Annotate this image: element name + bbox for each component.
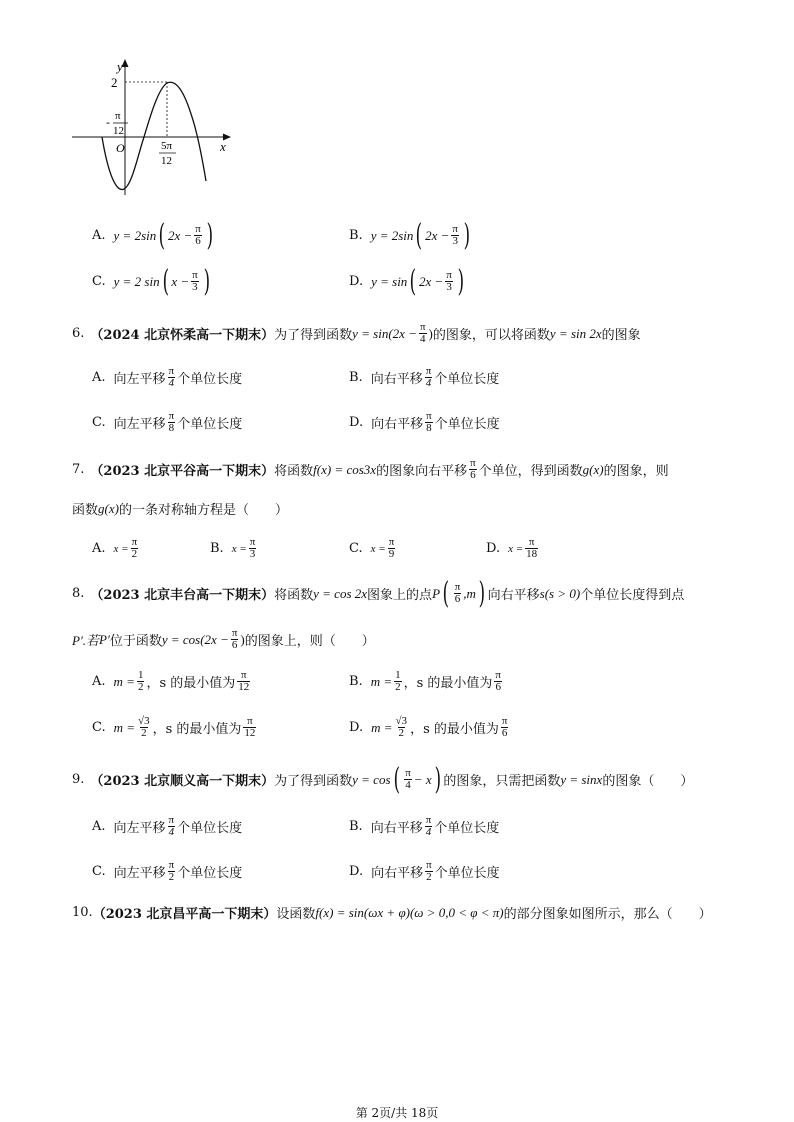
q7-option-a[interactable] <box>92 537 140 560</box>
q6-text3: 的图象 <box>601 328 641 343</box>
q5-option-d-label: D. <box>349 274 364 289</box>
frac-den: 2 <box>395 681 401 693</box>
q9-frac <box>404 768 412 791</box>
q5-option-b-label: B. <box>349 228 363 243</box>
frac-den: 6 <box>231 639 238 651</box>
frac-num: π <box>168 814 175 826</box>
q9-text1: 为了得到函数 <box>274 774 353 789</box>
q8-option-d-label: D. <box>349 720 364 735</box>
q6-option-d-pre: 向右平移 <box>371 417 424 432</box>
q8-line2-d: 的图象上，则（ ） <box>244 634 375 649</box>
q8-option-a-m-pre: m = <box>113 673 135 689</box>
q7-source: （2023 北京平谷高一下期末） <box>90 464 275 479</box>
page-footer: 第 2页/共 18页 <box>355 1106 439 1120</box>
q7-number: 7. <box>72 462 85 477</box>
q6-func2: y = sin 2x <box>549 325 602 341</box>
q7-option-c[interactable] <box>349 537 397 560</box>
q8-option-c[interactable] <box>92 716 258 739</box>
q7-text2: 的图象向右平移 <box>376 464 468 479</box>
frac-den: 6 <box>195 235 201 247</box>
q8-option-a-m-frac <box>137 670 145 693</box>
q5-option-a-label: A. <box>92 228 106 243</box>
q5-option-d-pre: y = sin <box>371 273 408 289</box>
q9-option-c-frac <box>168 860 176 883</box>
q8-stem <box>72 576 685 611</box>
q9-text3: 的图象（ ） <box>602 774 694 789</box>
left-tick-num: π <box>115 110 121 122</box>
sine-graph <box>68 55 238 200</box>
right-tick-num: 5π <box>161 140 173 152</box>
q5-option-b[interactable] <box>349 218 473 253</box>
q7-option-a-label: A. <box>92 541 106 556</box>
q8-text4: 个单位长度得到点 <box>580 588 685 603</box>
paren-open: ( <box>158 218 166 253</box>
frac-den: 6 <box>470 469 476 481</box>
q9-option-c-pre: 向左平移 <box>113 866 166 881</box>
q8-option-c-label: C. <box>92 720 106 735</box>
q8-option-a[interactable] <box>92 670 252 693</box>
frac-den: 2 <box>137 681 144 693</box>
paren-open: ( <box>393 762 400 797</box>
frac-den: 9 <box>388 548 395 560</box>
q6-source: （2024 北京怀柔高一下期末） <box>90 328 275 343</box>
q8-source: （2023 北京丰台高一下期末） <box>90 588 275 603</box>
frac-num: π <box>240 669 247 681</box>
q6-option-a-pre: 向左平移 <box>113 372 166 387</box>
q8-number: 8. <box>72 586 85 601</box>
q8-stem-line2 <box>72 628 375 651</box>
x-axis-label: x <box>220 139 226 154</box>
q5-option-c[interactable] <box>92 264 212 299</box>
q10-number: 10. <box>72 905 93 920</box>
q8-line2-func: y = cos(2x − <box>161 631 229 647</box>
origin-label: O <box>116 141 125 155</box>
q9-func2: y = sinx <box>560 771 603 787</box>
q7-stem <box>72 458 669 481</box>
q7-line2-func: g(x) <box>98 500 119 516</box>
paren-close: ) <box>240 631 245 647</box>
q7-option-b-pre: x = <box>231 542 247 555</box>
q6-option-c-frac <box>168 411 176 434</box>
q6-option-c-post: 个单位长度 <box>177 417 243 432</box>
frac-num: 1 <box>137 669 144 681</box>
q7-text4: 的图象，则 <box>603 464 669 479</box>
q6-option-c-label: C. <box>92 415 106 430</box>
q8-option-d-frac <box>501 716 509 739</box>
q5-option-a[interactable] <box>92 218 216 253</box>
frac-den: 3 <box>192 281 198 293</box>
q5-option-b-pre: y = 2sin <box>370 227 414 243</box>
frac-den: 6 <box>495 681 501 693</box>
q9-func: y = cos <box>352 771 391 787</box>
q9-option-d[interactable] <box>349 860 500 883</box>
q5-option-c-frac <box>191 270 199 293</box>
q5-option-a-frac <box>194 224 202 247</box>
q6-option-a[interactable] <box>92 366 242 389</box>
frac-den: 6 <box>501 727 508 739</box>
frac-num: π <box>168 859 175 871</box>
q6-text2: 的图象，可以将函数 <box>432 328 550 343</box>
paren-open: ( <box>416 218 423 253</box>
frac-den: 2 <box>141 727 147 739</box>
frac-num: π <box>454 581 461 593</box>
frac-num: π <box>168 410 175 422</box>
q8-text1: 将函数 <box>274 588 314 603</box>
paren-close: ) <box>478 576 486 611</box>
q7-option-c-label: C. <box>349 541 363 556</box>
frac-den: 12 <box>238 681 250 693</box>
q6-option-d-label: D. <box>349 415 364 430</box>
frac-den: 3 <box>452 235 458 247</box>
frac-den: 2 <box>426 871 432 883</box>
q9-option-d-pre: 向右平移 <box>371 866 424 881</box>
q8-text2: 图象上的点 <box>367 588 433 603</box>
frac-num: π <box>168 365 175 377</box>
frac-den: 4 <box>420 333 426 345</box>
q5-option-a-inner: 2x − <box>167 227 193 243</box>
q5-option-d[interactable] <box>349 264 467 299</box>
q5-option-b-frac <box>451 224 459 247</box>
frac-den: 12 <box>244 727 256 739</box>
frac-num: π <box>495 669 501 681</box>
q7-func: f(x) = cos3x <box>313 461 377 477</box>
q10-text2: 的部分图象如图所示，那么（ ） <box>503 907 712 922</box>
frac-num: π <box>528 536 535 548</box>
q9-option-b-frac <box>425 815 433 838</box>
q6-option-c-pre: 向左平移 <box>113 417 166 432</box>
q9-stem <box>72 762 694 797</box>
q9-option-b[interactable] <box>349 815 499 838</box>
frac-num: π <box>446 269 452 281</box>
q8-option-a-frac <box>237 670 250 693</box>
q9-option-a[interactable] <box>92 815 242 838</box>
frac-num: 1 <box>395 669 401 681</box>
q9-option-d-label: D. <box>349 864 364 879</box>
q9-option-a-label: A. <box>92 819 106 834</box>
q7-option-c-pre: x = <box>370 542 386 555</box>
frac-den: 8 <box>426 422 432 434</box>
q6-option-b-label: B. <box>349 370 363 385</box>
q6-stem <box>72 322 641 345</box>
q7-option-a-pre: x = <box>113 542 129 555</box>
q7-option-d-label: D. <box>486 541 501 556</box>
q7-line2-post: 的一条对称轴方程是（ ） <box>118 503 288 518</box>
frac-num: √3 <box>138 715 150 727</box>
q7-frac <box>469 458 477 481</box>
q7-option-b[interactable] <box>210 537 258 560</box>
frac-num: π <box>231 627 238 639</box>
frac-num: π <box>452 223 458 235</box>
q7-option-a-frac <box>131 537 139 560</box>
q9-option-b-pre: 向右平移 <box>370 821 423 836</box>
frac-den: 4 <box>425 826 432 838</box>
q8-line2-frac <box>231 628 239 651</box>
q8-option-c-m-frac <box>137 716 151 739</box>
q6-func: y = sin(2x − <box>352 325 417 341</box>
paren-close: ) <box>203 264 210 299</box>
frac-den: 6 <box>454 593 461 605</box>
y-axis-label: y <box>117 59 123 74</box>
frac-num: π <box>249 536 256 548</box>
q6-func-frac <box>419 322 427 345</box>
q6-option-a-frac <box>168 366 176 389</box>
frac-num: π <box>195 223 201 235</box>
q6-option-a-label: A. <box>92 370 106 385</box>
q8-option-d-m-pre: m = <box>371 719 393 735</box>
frac-den: 2 <box>168 871 175 883</box>
frac-num: π <box>426 410 432 422</box>
paren-open: ( <box>162 264 169 299</box>
q9-option-b-label: B. <box>349 819 363 834</box>
q8-option-d-m-frac <box>395 716 409 739</box>
q5-option-b-inner: 2x − <box>425 227 450 243</box>
q8-option-c-m-pre: m = <box>113 719 136 735</box>
q6-text1: 为了得到函数 <box>274 328 353 343</box>
q7-option-c-frac <box>388 537 396 560</box>
q5-option-c-pre: y = 2 sin <box>113 273 160 289</box>
q9-option-a-pre: 向左平移 <box>113 821 166 836</box>
q9-inner-post: − x <box>413 771 432 787</box>
q9-text2: 的图象，只需把函数 <box>443 774 561 789</box>
q8-text3: 向右平移 <box>487 588 540 603</box>
frac-num: π <box>425 814 432 826</box>
q8-option-b-frac <box>494 670 502 693</box>
q7-option-b-label: B. <box>210 541 224 556</box>
frac-den: 4 <box>168 377 175 389</box>
q9-option-c-post: 个单位长度 <box>177 866 243 881</box>
frac-den: 18 <box>526 548 538 560</box>
q6-option-c[interactable] <box>92 411 242 434</box>
frac-num: π <box>388 536 395 548</box>
frac-den: 4 <box>168 826 175 838</box>
q8-point-pre: P <box>432 585 441 601</box>
frac-num: √3 <box>395 715 408 727</box>
frac-den: 2 <box>131 548 138 560</box>
paren-close: ) <box>206 218 213 253</box>
paren-close: ) <box>463 218 471 253</box>
frac-den: 4 <box>405 779 411 791</box>
frac-num: π <box>419 321 426 333</box>
q7-option-b-frac <box>249 537 257 560</box>
frac-den: 3 <box>249 548 256 560</box>
q8-option-d[interactable] <box>349 716 510 739</box>
q7-text3: 个单位，得到函数 <box>478 464 583 479</box>
q9-option-c-label: C. <box>92 864 106 879</box>
q10-func: f(x) = sin(ωx + φ)(ω > 0,0 < φ < π) <box>315 904 504 920</box>
frac-den: 4 <box>425 377 432 389</box>
frac-num: π <box>501 715 508 727</box>
q9-option-c[interactable] <box>92 860 242 883</box>
frac-den: 3 <box>446 281 452 293</box>
frac-num: π <box>470 457 476 469</box>
q6-option-d-frac <box>425 411 433 434</box>
q5-option-d-inner: 2x − <box>419 273 444 289</box>
q9-option-d-frac <box>425 860 433 883</box>
q8-option-b[interactable] <box>349 670 504 693</box>
q9-source: （2023 北京顺义高一下期末） <box>90 774 275 789</box>
q8-option-b-mid: ，s 的最小值为 <box>403 676 493 691</box>
frac-num: π <box>247 715 253 727</box>
q5-option-c-inner: x − <box>171 273 190 289</box>
q9-number: 9. <box>72 772 85 787</box>
q5-option-d-frac <box>445 270 453 293</box>
q8-option-d-mid: ，s 的最小值为 <box>410 722 499 737</box>
q8-line2-b: P′ <box>99 631 110 647</box>
q7-option-d-pre: x = <box>508 542 524 555</box>
paren-open: ( <box>409 264 417 299</box>
paren-open: ( <box>442 576 450 611</box>
frac-num: π <box>425 365 432 377</box>
q7-func2: g(x) <box>582 461 604 477</box>
q8-option-c-frac <box>243 716 256 739</box>
frac-den: 2 <box>398 727 405 739</box>
q7-option-d-frac <box>525 537 538 560</box>
q6-option-d-post: 个单位长度 <box>434 417 500 432</box>
q8-option-b-label: B. <box>349 674 363 689</box>
q6-option-b-pre: 向右平移 <box>370 372 423 387</box>
q8-point-frac <box>454 582 462 605</box>
q7-text1: 将函数 <box>274 464 314 479</box>
q8-line2-a: P′.若 <box>72 633 100 648</box>
q8-option-c-mid: ，s 的最小值为 <box>152 722 242 737</box>
q8-func: y = cos 2x <box>313 585 368 601</box>
q8-line2-c: 位于函数 <box>109 634 162 649</box>
frac-num: π <box>405 767 411 779</box>
paren-close: ) <box>434 762 441 797</box>
q5-option-a-pre: y = 2sin <box>113 227 157 243</box>
frac-den: 8 <box>168 422 175 434</box>
q7-option-d[interactable] <box>486 537 540 560</box>
q6-option-b-frac <box>425 366 433 389</box>
right-tick-den: 12 <box>161 155 172 167</box>
q8-option-a-label: A. <box>92 674 106 689</box>
paren-close: ) <box>428 325 433 341</box>
q6-number: 6. <box>72 326 85 341</box>
paren-close: ) <box>457 264 464 299</box>
q8-shift: s(s > 0) <box>539 585 581 601</box>
q8-point-post: ,m <box>463 585 476 601</box>
q7-stem-line2 <box>72 499 288 518</box>
frac-num: π <box>192 269 198 281</box>
left-tick-den: 12 <box>113 125 124 137</box>
q5-option-c-label: C. <box>92 274 106 289</box>
q10-text1: 设函数 <box>276 907 316 922</box>
q7-line2-pre: 函数 <box>72 503 99 518</box>
frac-num: π <box>426 859 432 871</box>
q6-option-d[interactable] <box>349 411 500 434</box>
left-tick-sign: - <box>106 115 110 129</box>
max-value-label: 2 <box>111 75 118 90</box>
q9-option-a-frac <box>168 815 176 838</box>
q8-option-b-m-pre: m = <box>370 673 393 689</box>
q9-option-d-post: 个单位长度 <box>434 866 500 881</box>
q9-option-b-post: 个单位长度 <box>434 821 500 836</box>
frac-num: π <box>131 536 138 548</box>
q8-option-b-m-frac <box>394 670 402 693</box>
q6-option-b[interactable] <box>349 366 499 389</box>
q10-source: （2023 北京昌平高一下期末） <box>92 907 277 922</box>
q8-option-a-mid: ，s 的最小值为 <box>146 676 236 691</box>
q9-option-a-post: 个单位长度 <box>177 821 243 836</box>
q6-option-a-post: 个单位长度 <box>177 372 243 387</box>
q10-stem <box>72 903 712 922</box>
q6-option-b-post: 个单位长度 <box>434 372 500 387</box>
